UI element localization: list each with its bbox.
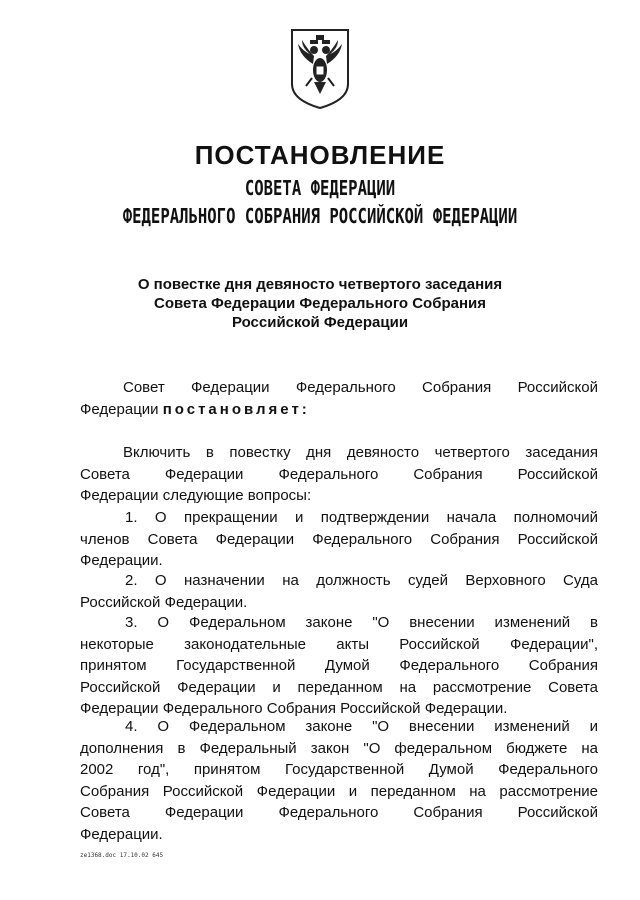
item-line: Федерации. bbox=[80, 552, 163, 569]
item-line: 2. О назначении на должность судей Верховного Суда bbox=[125, 572, 598, 589]
agenda-item-2 bbox=[80, 570, 598, 613]
item-line: 4. О Федеральном законе "О внесении изменений и bbox=[125, 718, 598, 735]
paragraph-line: Включить в повестку дня девяносто четвертого заседания bbox=[123, 444, 598, 461]
paragraph-line: Совет Федерации Федерального Собрания Российской bbox=[123, 379, 598, 396]
coat-of-arms-emblem bbox=[288, 26, 352, 110]
subject-line: О повестке дня девяносто четвертого заседания bbox=[137, 276, 503, 293]
document-subject bbox=[0, 275, 640, 332]
item-line: Федерации Федерального Собрания Российской Федерации. bbox=[80, 700, 508, 717]
paragraph-line bbox=[80, 399, 598, 421]
intro-paragraph bbox=[80, 442, 598, 507]
item-line: Совета Федерации Федерального Собрания Российской bbox=[80, 804, 598, 821]
subject-line: Российской Федерации bbox=[231, 314, 409, 331]
item-line: 2002 год", принятом Государственной Думой Федерального bbox=[80, 761, 598, 778]
preamble-paragraph bbox=[80, 377, 598, 420]
preamble-subject: Федерации bbox=[80, 400, 159, 418]
item-line: 3. О Федеральном законе "О внесении изменений в bbox=[125, 614, 598, 631]
issuing-body-line-2: ФЕДЕРАЛЬНОГО СОБРАНИЯ РОССИЙСКОЙ ФЕДЕРАЦИИ bbox=[122, 204, 518, 228]
item-line: Федерации. bbox=[80, 825, 163, 843]
paragraph-line: Федерации следующие вопросы: bbox=[80, 487, 312, 504]
coat-of-arms-icon bbox=[288, 26, 352, 110]
file-reference-code: ze1368.doc 17.10.02 645 bbox=[80, 852, 164, 859]
resolution-verb: постановляет: bbox=[162, 400, 310, 418]
document-type-title: ПОСТАНОВЛЕНИЕ bbox=[194, 140, 446, 170]
item-line: некоторые законодательные акты Российской Федерации", bbox=[80, 635, 598, 653]
item-line: 1. О прекращении и подтверждении начала полномочий bbox=[125, 509, 598, 526]
agenda-item-1 bbox=[80, 507, 598, 572]
agenda-item-3 bbox=[80, 612, 598, 720]
paragraph-line: Совета Федерации Федерального Собрания Российской bbox=[80, 465, 598, 483]
item-line: Собрания Российской Федерации и переданном на рассмотрение bbox=[80, 782, 598, 800]
item-line: Российской Федерации. bbox=[80, 593, 248, 611]
issuing-body-line-1: СОВЕТА ФЕДЕРАЦИИ bbox=[244, 176, 396, 200]
item-line: членов Совета Федерации Федерального Собрания Российской bbox=[80, 530, 598, 548]
subject-line: Совета Федерации Федерального Собрания bbox=[153, 295, 487, 312]
item-line: Российской Федерации и переданном на рассмотрение Совета bbox=[80, 678, 598, 696]
agenda-item-4 bbox=[80, 716, 598, 845]
item-line: дополнения в Федеральный закон "О федеральном бюджете на bbox=[80, 739, 598, 757]
item-line: принятом Государственной Думой Федерального Собрания bbox=[80, 657, 598, 674]
